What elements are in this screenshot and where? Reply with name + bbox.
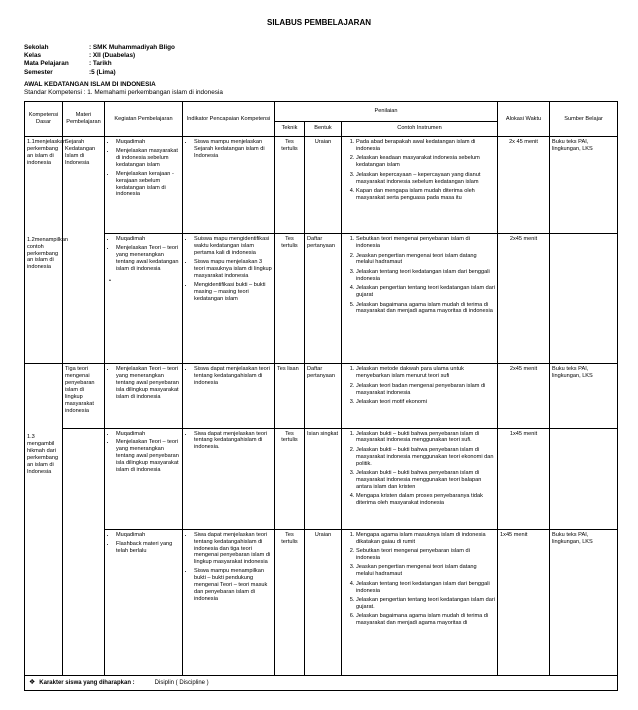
list-item: • Muqadimah: [116, 139, 180, 146]
materi-cell: Sejarah Kedatangan Islam di Indonesia: [63, 137, 105, 364]
list-item: • Suiswa mapu mengidentifikasi waktu kedatangan islam pertama kali di indonesia: [194, 236, 272, 257]
list-item: • Siswa mapu menjelaskan 3 teori masuknya islam di lingkup masyarakat indonesia: [194, 259, 272, 280]
sumber-cell: [550, 234, 618, 364]
list-item: 5. Jelaskan bagaimana agama islam mudah di terima di masyarakat dan menjadi agama mayoritas di indonesia: [356, 302, 495, 316]
list-item: 1. Pada abad berapakah awal kedatangan islam di indonesia: [356, 139, 495, 153]
meta-value: :5 (Lima): [89, 68, 116, 76]
kegiatan-cell: [105, 364, 183, 428]
list-item: • Menjelaskan Teori – teori yang menerangkan tentang awal penyebaran isla dilingkup masyarakat islam di indonesia: [116, 366, 180, 401]
sumber-cell: Buku teks PAI, lingkungan, LKS: [550, 364, 618, 428]
list-item: 1. Jelaskan bukti – bukti bahwa penyebaran islam di masyarakat indonesia menggunakan teori sufi.: [356, 431, 495, 445]
kd-cell: [25, 137, 69, 364]
bentuk-cell: Daftar pertanyaan: [305, 364, 342, 428]
materi-cell: Tiga teori mengenai penyebaran islam di lingkup masyarakat indonesia: [63, 364, 105, 428]
header-kd: Kompetensi Dasar: [25, 102, 63, 137]
list-item: • Siwa dapat menjelaskan teori tentang kedatangahislam di indonesia.: [194, 431, 272, 452]
list-item: 4. Kapan dan mengapa islam mudah diterima oleh masyarakat serta penguasa pada masa itu: [356, 188, 495, 202]
list-item: • Menjelaskan kerajaan - kerajaan sebelum kedatangan islam di indonesia: [116, 171, 180, 199]
bullet-dot: •: [109, 277, 111, 284]
list-item: 1. Mengapa agama islam masuknya islam di indonesia dikatakan gaiau di rumit: [356, 532, 495, 546]
footer-cell: [25, 676, 618, 691]
header-bentuk: Bentuk: [305, 121, 342, 137]
header-row: [25, 102, 618, 122]
instrumen-cell: [342, 364, 498, 428]
list-item: • Siswa dapat menjelaskan teori tentang kedatangahislam di indonesia: [194, 366, 272, 387]
table-row: [25, 364, 618, 428]
meta-block: [24, 44, 175, 77]
meta-row: [24, 60, 175, 68]
indikator-cell: [183, 234, 275, 364]
list-item: 6. Jelaskan bagaimana agama islam mudah di terima di masyarakat dan menjadi agama mayoritas di: [356, 613, 495, 627]
alokasi-cell: 2x45 menit: [498, 364, 550, 428]
header-sumber: Sumber Belajar: [550, 102, 618, 137]
header-penilaian: Penilaian: [275, 102, 498, 122]
meta-value: : XII (Duabelas): [89, 52, 136, 60]
instrumen-cell: [342, 428, 498, 529]
list-item: • Menjelaskan Teori – teori yang menerangkan tentang awal penyebaran isla dilingkup masyarakat islam di indonesia: [116, 439, 180, 474]
list-item: 3. Jelaskan teori motif ekonomi: [356, 399, 495, 406]
teknik-cell: Tes tertulis: [275, 529, 305, 676]
list-item: 2. Sebutkan teori mengenai penyebaran islam di indonesia: [356, 548, 495, 562]
meta-key: Mata Pelajaran: [24, 60, 69, 68]
meta-row: [24, 52, 175, 60]
indikator-cell: [183, 137, 275, 234]
list-item: • Menjelaskan Teori – teori yang menerangkan tentang awal kedatangan islam di indonesia: [116, 245, 180, 273]
materi-cell: [63, 428, 105, 676]
list-item: 2. Jelaskan bukti – bukti bahwa penyebaran islam di masyarakat indonesia menggunakan teori ekonomi dan politik.: [356, 447, 495, 468]
instrumen-cell: [342, 137, 498, 234]
header-alokasi: Alokasi Waktu: [498, 102, 550, 137]
list-item: 5. Jelaskan pengertian tentang teori kedatangan islam dari gujarat.: [356, 597, 495, 611]
bentuk-cell: Isian singkat: [305, 428, 342, 529]
kegiatan-cell: [105, 529, 183, 676]
meta-value: : Tarikh: [89, 60, 112, 68]
list-item: • Siswa mampu menampilkan bukti – bukti pendukung mengenai Teori – teori masuk dan penyebaran islam di indonesia: [194, 568, 272, 603]
kegiatan-cell: [105, 428, 183, 529]
list-item: • Siwa dapat menjelaskan teori tentang kedatangahislam di indonesia dan tiga teori mengenai penyebaran islam di lingkup masyarakat indonesia: [194, 532, 272, 567]
list-item: • Flashback materi yang telah berlalu: [116, 541, 180, 555]
bentuk-cell: Uraian: [305, 137, 342, 234]
list-item: 3. Jeaskan pengertian mengenai teori islam datang melalui hadramaut: [356, 564, 495, 578]
list-item: 4. Jelaskan pengertian tentang teori kedatangan islam dari gujarat: [356, 285, 495, 299]
kd-text: 1.2menampilkan contoh perkembang an islam di indonesia: [27, 236, 69, 271]
header-indikator: Indikator Pencapaian Kompetensi: [183, 102, 275, 137]
sumber-cell: [550, 428, 618, 529]
list-item: 2. Jelaskan teori badan mengenai penyebaran islam di masyarakat indonesia: [356, 383, 495, 397]
header-instrumen: Contoh Instrumen: [342, 121, 498, 137]
kegiatan-cell: [105, 137, 183, 234]
alokasi-cell: 2x 45 menit: [498, 137, 550, 234]
list-item: • Muqadimah: [116, 532, 180, 539]
list-item: • Siswa mampu menjelaskan Sejarah kedatangan islam di Indonesia: [194, 139, 272, 160]
meta-key: Sekolah: [24, 44, 49, 51]
bentuk-cell: Daftar pertanyaan: [305, 234, 342, 364]
kd-text: 1.1menjelaskan perkembang an islam di indonesia: [27, 139, 67, 166]
sumber-cell: Buku teks PAI, lingkungan, LKS: [550, 137, 618, 234]
header-materi: Materi Pembelajaran: [63, 102, 105, 137]
teknik-cell: Tes tertulis: [275, 137, 305, 234]
syllabus-table: [24, 101, 618, 691]
footer-label: Karakter siswa yang diharapkan :: [39, 679, 135, 686]
alokasi-cell: 2x45 menit: [498, 234, 550, 364]
list-item: 1. Jelaskan metode dakwah para ulama untuk menyebarkan islam menurut teori sufi: [356, 366, 495, 380]
list-item: • Mengidentifikasi bukti – bukti masing – masing teori kedatangan islam: [194, 282, 272, 303]
meta-key: Semester: [24, 68, 53, 76]
list-item: 3. Jelaskan bukti – bukti bahwa penyebaran islam di masyarakat indonesia menggunakan teori balapan antara islam dan kristen: [356, 470, 495, 491]
list-item: 3. Jelaskan kepercayaan – kepercayaan yang dianut masyarakat indonesia sebelum kedatangan islam: [356, 172, 495, 186]
page-title: SILABUS PEMBELAJARAN: [266, 18, 371, 27]
list-item: 4. Jelaskan tentang teori kedatangan islam dari benggali indonesia: [356, 581, 495, 595]
table-row: [25, 137, 618, 234]
indikator-cell: [183, 428, 275, 529]
meta-value: : SMK Muhammadiyah Bligo: [89, 44, 175, 51]
list-item: 4. Mengapa kristen dalam proses penyebaranya tidak diterima oleh masyarakat indonesia: [356, 493, 495, 507]
list-item: • Muqadimah: [116, 236, 180, 243]
standar-kompetensi: Standar Kompetensi : 1. Memahami perkembangan islam di indonesia: [24, 89, 223, 97]
footer-value: Disiplin ( Discipline ): [154, 679, 209, 686]
list-item: • Menjelaskan masyarakat di indonesia sebelum kedatangan islam: [116, 148, 180, 169]
list-item: 2. Jeaskan pengertian mengenai teori islam datang melalui hadramaut: [356, 253, 495, 267]
list-item: 1. Sebutkan teori mengenai penyebaran islam di indonesia: [356, 236, 495, 250]
alokasi-cell: 1x45 menit: [498, 428, 550, 529]
indikator-cell: [183, 364, 275, 428]
kegiatan-cell: [105, 234, 183, 364]
table-row: [25, 428, 618, 529]
indikator-cell: [183, 529, 275, 676]
teknik-cell: Tes tertulis: [275, 234, 305, 364]
bentuk-cell: Uraian: [305, 529, 342, 676]
section-header: [24, 81, 223, 97]
meta-row: [24, 44, 175, 52]
instrumen-cell: [342, 234, 498, 364]
section-title: AWAL KEDATANGAN ISLAM DI INDONESIA: [24, 81, 156, 88]
sumber-cell: Buku teks PAI, lingkungan, LKS: [550, 529, 618, 676]
teknik-cell: Tes tertulis: [275, 428, 305, 529]
table-row: [25, 529, 618, 676]
table-row: [25, 234, 618, 364]
list-item: 3. Jelaskan tentang teori kedatangan islam dari benggali indonesia: [356, 269, 495, 283]
footer-row: [25, 676, 618, 691]
list-item: 2. Jelaskan keadaan masyarakat indonesia sebelum kedatangan islam: [356, 155, 495, 169]
header-kegiatan: Kegiatan Pembelajaran: [105, 102, 183, 137]
teknik-cell: Tes lisan: [275, 364, 305, 428]
instrumen-cell: [342, 529, 498, 676]
kd-cell: 1.3 mengambil hikmah dari perkembang an islam di Indonesia: [25, 364, 63, 676]
meta-row: [24, 69, 175, 77]
list-item: • Muqadimah: [116, 431, 180, 438]
diamond-bullet-icon: ❖: [29, 678, 36, 686]
alokasi-cell: 1x45 menit: [498, 529, 550, 676]
meta-key: Kelas: [24, 52, 42, 60]
header-teknik: Teknik: [275, 121, 305, 137]
